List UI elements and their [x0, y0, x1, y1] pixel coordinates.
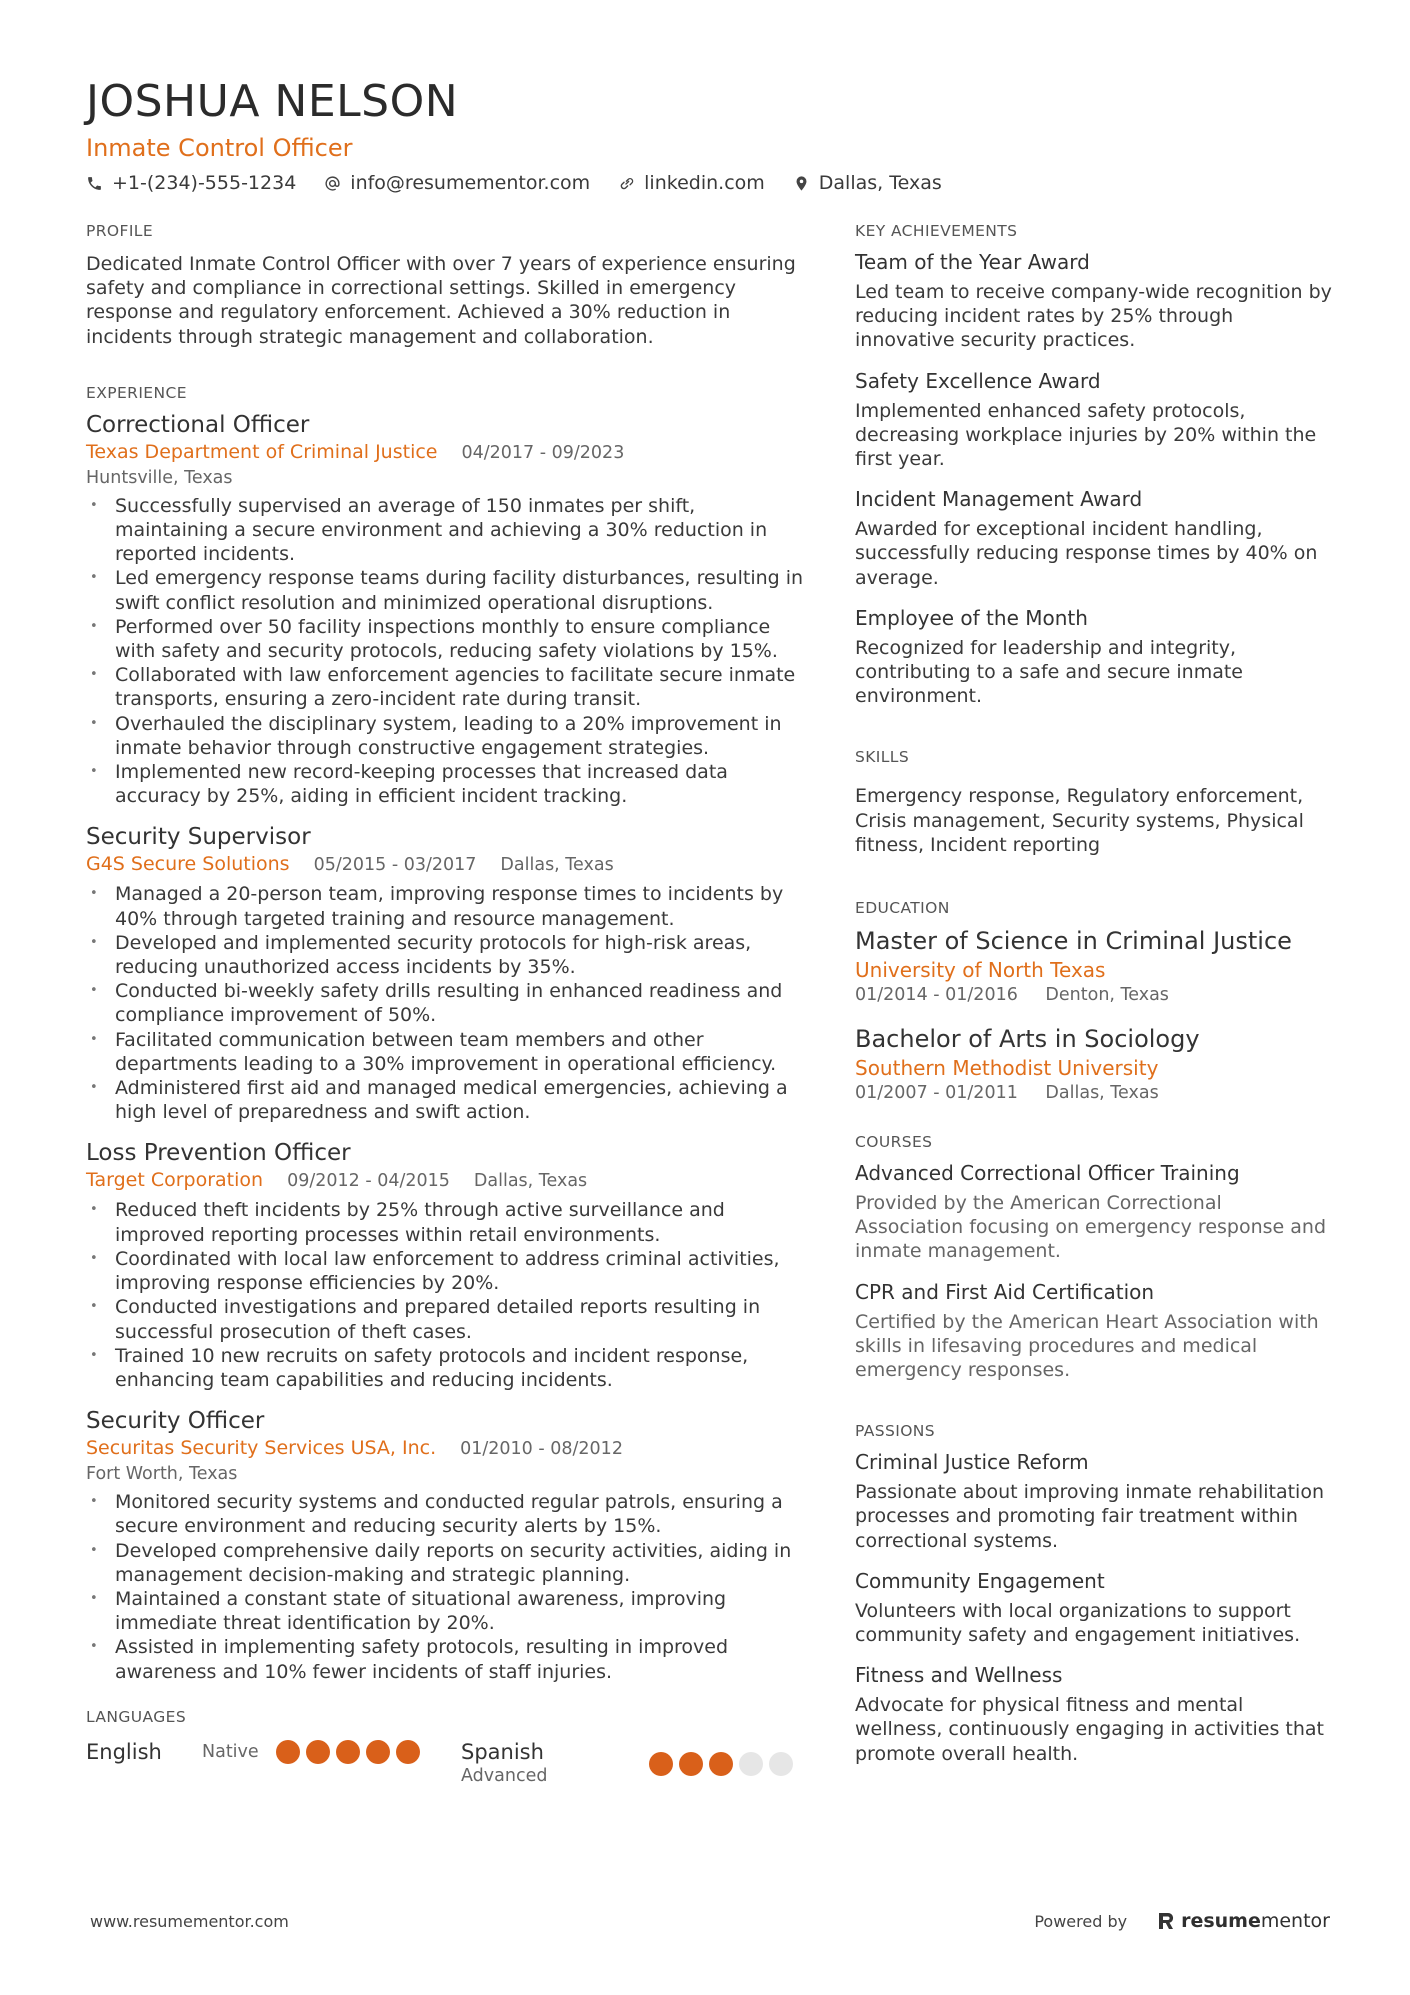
- job-bullet: • Monitored security systems and conducted regular patrols, ensuring a secure environment and reducing security alerts by 15%.: [86, 1490, 806, 1538]
- email-text: info@resumementor.com: [350, 172, 591, 194]
- job-bullet: • Conducted investigations and prepared detailed reports resulting in successful prosecution of theft cases.: [86, 1295, 806, 1343]
- job-location: Dallas, Texas: [473, 1171, 588, 1192]
- profile-section: [86, 220, 806, 349]
- passions-heading: PASSIONS: [855, 1422, 936, 1441]
- languages-row: [86, 1738, 806, 1786]
- achievement-desc: Awarded for exceptional incident handling, successfully reducing response times by 40% on average.: [855, 518, 1318, 589]
- achievement-item: [855, 248, 1335, 353]
- passion-desc: Volunteers with local organizations to support community safety and engagement initiatives.: [855, 1599, 1301, 1647]
- education-degree: Bachelor of Arts in Sociology: [855, 1025, 1200, 1054]
- job-bullet: • Maintained a constant state of situational awareness, improving immediate threat identification by 20%.: [86, 1587, 806, 1635]
- job-bullet: • Successfully supervised an average of 150 inmates per shift, maintaining a secure environment and achieving a 30% reduction in reported incidents.: [86, 494, 806, 567]
- job-bullet: • Performed over 50 facility inspections monthly to ensure compliance with safety and security protocols, reducing safety violations by 15%.: [86, 615, 806, 663]
- candidate-name: JOSHUA NELSON: [86, 76, 459, 127]
- job-title: Security Officer: [86, 1408, 265, 1435]
- passion-desc: Advocate for physical fitness and mental wellness, continuously engaging in activities that promote overall health.: [855, 1694, 1325, 1765]
- achievement-title: Team of the Year Award: [855, 250, 1090, 274]
- powered-by-label: Powered by: [1034, 1911, 1128, 1931]
- contact-location: [793, 170, 942, 196]
- languages-section: [86, 1706, 806, 1786]
- job-bullets: [86, 1490, 806, 1684]
- passion-item: [855, 1661, 1335, 1766]
- education-dates: 01/2014 - 01/2016: [855, 985, 1018, 1006]
- job-bullets: [86, 494, 806, 809]
- education-meta: [855, 983, 1335, 1007]
- rating-dot-filled: [679, 1752, 703, 1776]
- job-company: Target Corporation: [86, 1169, 264, 1192]
- language-english: [86, 1738, 461, 1766]
- resumementor-logo-icon: [1157, 1911, 1175, 1931]
- job-bullet: • Administered first aid and managed medical emergencies, achieving a high level of preparedness and swift action.: [86, 1076, 806, 1124]
- achievement-title: Employee of the Month: [855, 605, 1088, 630]
- resumementor-logo[interactable]: [1157, 1910, 1330, 1932]
- job-bullet: • Reduced theft incidents by 25% through active surveillance and improved reporting processes within retail environments.: [86, 1198, 806, 1246]
- course-desc: Provided by the American Correctional Association focusing on emergency response and inmate management.: [855, 1192, 1327, 1263]
- education-item: [855, 1023, 1335, 1105]
- achievement-title: Incident Management Award: [855, 487, 1143, 512]
- passion-title: Criminal Justice Reform: [855, 1450, 1089, 1475]
- job-bullet: • Trained 10 new recruits on safety protocols and incident response, enhancing team capabilities and reducing incidents.: [86, 1344, 806, 1392]
- at-icon: [324, 175, 341, 192]
- education-meta: [855, 1081, 1335, 1105]
- contact-bar: [86, 170, 1336, 196]
- job-bullets: [86, 882, 806, 1124]
- course-item: [855, 1159, 1335, 1264]
- passions-section: [855, 1420, 1335, 1766]
- job-bullet: • Managed a 20-person team, improving response times to incidents by 40% through targeted training and resource management.: [86, 882, 806, 930]
- skills-section: [855, 746, 1335, 857]
- course-title: CPR and First Aid Certification: [855, 1279, 1155, 1304]
- job-company: Texas Department of Criminal Justice: [86, 440, 438, 463]
- job-entry: [86, 410, 806, 809]
- achievement-desc: Recognized for leadership and integrity, contributing to a safe and secure inmate environment.: [855, 636, 1243, 708]
- job-bullet: • Collaborated with law enforcement agencies to facilitate secure inmate transports, ensuring a zero-incident rate during transit.: [86, 663, 806, 711]
- education-section: [855, 897, 1335, 1105]
- education-dates: 01/2007 - 01/2011: [855, 1083, 1018, 1104]
- rating-dot-filled: [336, 1740, 360, 1764]
- achievement-desc: Led team to receive company-wide recognition by reducing incident rates by 25% through innovative security practices.: [855, 281, 1332, 352]
- language-name: Spanish: [461, 1739, 544, 1764]
- rating-dot-filled: [306, 1740, 330, 1764]
- job-bullets: [86, 1198, 806, 1392]
- job-bullet: • Developed comprehensive daily reports on security activities, aiding in management decision-making and strategic planning.: [86, 1539, 806, 1587]
- rating-dot-empty: [769, 1752, 793, 1776]
- rating-dot-empty: [739, 1752, 763, 1776]
- experience-heading: EXPERIENCE: [86, 383, 187, 402]
- contact-email[interactable]: [324, 170, 590, 196]
- job-dates: 09/2012 - 04/2015: [287, 1171, 450, 1192]
- courses-heading: COURSES: [855, 1133, 933, 1152]
- left-column: [86, 220, 806, 1786]
- course-desc: Certified by the American Heart Association with skills in lifesaving procedures and medical emergency responses.: [855, 1310, 1319, 1382]
- languages-heading: LANGUAGES: [86, 1707, 187, 1726]
- passion-item: [855, 1567, 1335, 1647]
- passion-desc: Passionate about improving inmate rehabilitation processes and promoting fair treatment within correctional systems.: [855, 1481, 1325, 1552]
- job-location: Dallas, Texas: [500, 855, 614, 876]
- language-level: Native: [202, 1741, 259, 1762]
- job-location: Fort Worth, Texas: [86, 1464, 238, 1485]
- location-text: Dallas, Texas: [818, 172, 942, 194]
- job-title: Correctional Officer: [86, 411, 310, 438]
- job-meta: [86, 1436, 806, 1462]
- job-entry: [86, 1406, 806, 1684]
- job-bullet: • Implemented new record-keeping processes that increased data accuracy by 25%, aiding in efficient incident tracking.: [86, 760, 806, 808]
- contact-phone[interactable]: [86, 170, 296, 196]
- brand-light-text: mentor: [1260, 1910, 1330, 1932]
- resume-header: [86, 74, 1336, 196]
- education-school: University of North Texas: [855, 958, 1106, 983]
- courses-section: [855, 1131, 1335, 1382]
- education-location: Denton, Texas: [1045, 985, 1169, 1006]
- link-icon: [618, 175, 635, 192]
- right-column: [855, 220, 1335, 1780]
- location-pin-icon: [793, 175, 810, 192]
- profile-heading: PROFILE: [86, 222, 154, 240]
- course-item: [855, 1278, 1335, 1383]
- job-company: G4S Secure Solutions: [86, 853, 290, 876]
- achievement-title: Safety Excellence Award: [855, 368, 1101, 393]
- job-dates: 01/2010 - 08/2012: [460, 1439, 623, 1460]
- job-meta: [86, 852, 806, 878]
- job-dates: 04/2017 - 09/2023: [461, 442, 625, 463]
- job-bullet: • Led emergency response teams during facility disturbances, resulting in swift conflict resolution and minimized operational disruptions.: [86, 566, 806, 614]
- contact-linkedin[interactable]: [618, 170, 765, 196]
- achievement-desc: Implemented enhanced safety protocols, decreasing workplace injuries by 20% within the first year.: [855, 399, 1317, 471]
- experience-section: [86, 382, 806, 1684]
- job-location: Huntsville, Texas: [86, 467, 233, 488]
- course-title: Advanced Correctional Officer Training: [855, 1161, 1240, 1186]
- linkedin-text: linkedin.com: [644, 172, 765, 194]
- passion-title: Community Engagement: [855, 1568, 1105, 1593]
- brand-bold-text: resume: [1181, 1910, 1261, 1932]
- achievement-item: [855, 367, 1335, 472]
- achievements-heading: KEY ACHIEVEMENTS: [855, 222, 1018, 240]
- rating-dot-filled: [649, 1752, 673, 1776]
- rating-dot-filled: [276, 1740, 300, 1764]
- education-heading: EDUCATION: [855, 899, 950, 918]
- profile-text: Dedicated Inmate Control Officer with over 7 years of experience ensuring safety and compliance in correctional settings. Skilled in emergency response and regulatory enforcement. Achieved a 30% reduction in incidents through strategic management and collaboration.: [86, 253, 796, 348]
- achievements-section: [855, 220, 1335, 708]
- job-entry: [86, 822, 806, 1124]
- education-degree: Master of Science in Criminal Justice: [855, 927, 1292, 956]
- job-title: Loss Prevention Officer: [86, 1140, 351, 1167]
- job-company: Securitas Security Services USA, Inc.: [86, 1437, 437, 1460]
- achievement-item: [855, 604, 1335, 709]
- achievement-item: [855, 485, 1335, 590]
- footer-website-link[interactable]: www.resumementor.com: [90, 1911, 289, 1931]
- job-bullet: • Facilitated communication between team members and other departments leading to a 30% improvement in operational efficiency.: [86, 1028, 806, 1076]
- job-bullet: • Coordinated with local law enforcement to address criminal activities, improving response efficiencies by 20%.: [86, 1247, 806, 1295]
- language-rating: [649, 1752, 799, 1776]
- job-dates: 05/2015 - 03/2017: [313, 855, 477, 876]
- skills-text: Emergency response, Regulatory enforcement, Crisis management, Security systems, Physical fitness, Incident reporting: [855, 785, 1304, 856]
- candidate-title: Inmate Control Officer: [86, 134, 353, 162]
- language-rating: [276, 1740, 426, 1764]
- job-bullet: • Developed and implemented security protocols for high-risk areas, reducing unauthorized access incidents by 35%.: [86, 931, 806, 979]
- rating-dot-filled: [396, 1740, 420, 1764]
- rating-dot-filled: [366, 1740, 390, 1764]
- rating-dot-filled: [709, 1752, 733, 1776]
- footer-brand: [1034, 1910, 1330, 1932]
- language-level: Advanced: [461, 1765, 548, 1786]
- skills-heading: SKILLS: [855, 748, 910, 767]
- education-location: Dallas, Texas: [1045, 1083, 1159, 1104]
- phone-text: +1-(234)-555-1234: [112, 172, 297, 194]
- job-meta: [86, 440, 806, 466]
- job-title: Security Supervisor: [86, 824, 311, 851]
- job-bullet: • Assisted in implementing safety protocols, resulting in improved awareness and 10% fewer incidents of staff injuries.: [86, 1635, 806, 1683]
- passion-title: Fitness and Wellness: [855, 1663, 1063, 1688]
- phone-icon: [86, 175, 103, 192]
- education-item: [855, 925, 1335, 1007]
- language-spanish: [461, 1738, 799, 1786]
- language-name: English: [86, 1739, 162, 1764]
- job-bullet: • Overhauled the disciplinary system, leading to a 20% improvement in inmate behavior through constructive engagement strategies.: [86, 712, 806, 760]
- passion-item: [855, 1448, 1335, 1553]
- education-school: Southern Methodist University: [855, 1056, 1159, 1081]
- job-bullet: • Conducted bi-weekly safety drills resulting in enhanced readiness and compliance improvement of 50%.: [86, 979, 806, 1027]
- page-footer: [90, 1910, 1330, 1932]
- job-meta: [86, 1168, 806, 1194]
- job-entry: [86, 1138, 806, 1392]
